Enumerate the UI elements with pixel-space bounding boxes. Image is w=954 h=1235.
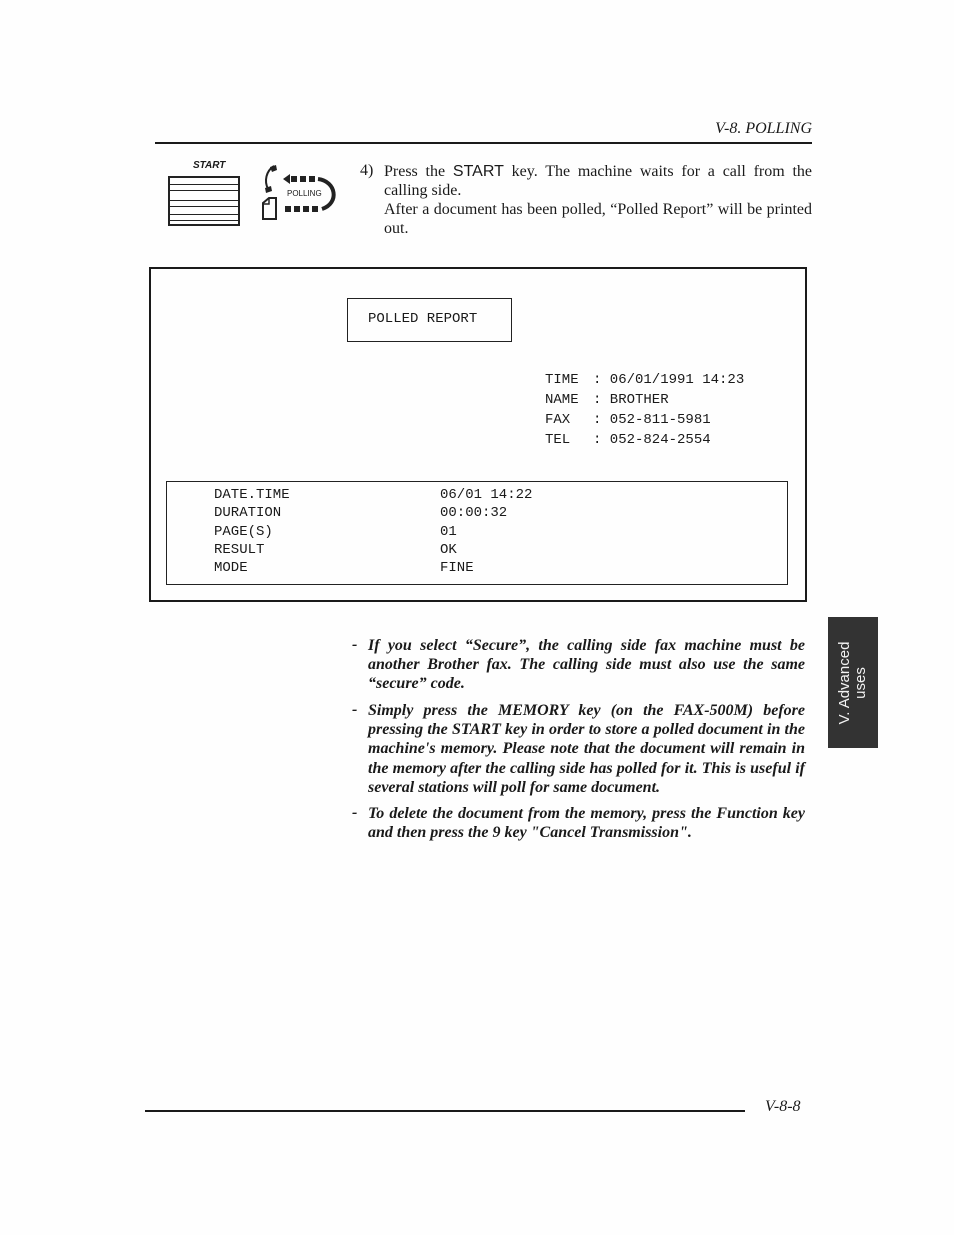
note-memory: Simply press the MEMORY key (on the FAX-500M) before pressing the START key in order to store a polled document in the machine's memory. Please note that the document will remain in the memory after the calling side has polled for it. This is useful if several stations will poll for same document. <box>368 702 805 796</box>
start-key-icon <box>168 176 240 226</box>
report-info-row: TEL : 052-824-2554 <box>545 432 711 445</box>
page-number: V-8-8 <box>765 1098 801 1115</box>
detail-value: 06/01 14:22 <box>440 487 533 503</box>
note-bullet: - <box>352 636 358 653</box>
report-info-row: TIME : 06/01/1991 14:23 <box>545 372 745 388</box>
step-number: 4) <box>360 162 374 179</box>
header-rule <box>155 142 812 144</box>
detail-label: MODE <box>214 560 248 576</box>
report-info-row: FAX : 052-811-5981 <box>545 412 711 428</box>
detail-label: DURATION <box>214 505 282 521</box>
step-line-1: Press the START key. The machine waits for a call from the calling side. <box>384 163 812 199</box>
step-line-2: After a document has been polled, “Polled Report” will be printed out. <box>384 201 812 237</box>
section-side-tab <box>828 617 878 748</box>
detail-value: 01 <box>440 524 457 540</box>
detail-label: PAGE(S) <box>214 524 273 540</box>
detail-label: RESULT <box>214 542 265 558</box>
note-bullet: - <box>352 701 358 718</box>
side-tab-line-2: uses <box>852 666 869 699</box>
report-title: POLLED REPORT <box>368 311 478 327</box>
footer-rule <box>145 1110 745 1112</box>
note-secure: If you select “Secure”, the calling side fax machine must be another Brother fax. The calling side must also use the same “secure” code. <box>368 637 805 693</box>
note-delete: To delete the document from the memory, press the Function key and then press the 9 key "Cancel Transmission". <box>368 805 805 842</box>
start-key-name: START <box>452 163 504 180</box>
polling-key-label: POLLING <box>287 189 322 198</box>
side-tab-line-1: V. Advanced <box>836 641 853 724</box>
detail-label: DATE.TIME <box>214 487 290 503</box>
detail-value: OK <box>440 542 457 558</box>
note-bullet: - <box>352 804 358 821</box>
detail-value: 00:00:32 <box>440 505 508 521</box>
start-key-label: START <box>193 160 226 171</box>
section-title: V-8. POLLING <box>715 120 812 137</box>
step-instruction <box>384 162 812 238</box>
detail-value: FINE <box>440 560 474 576</box>
report-info-row: NAME : BROTHER <box>545 392 669 408</box>
